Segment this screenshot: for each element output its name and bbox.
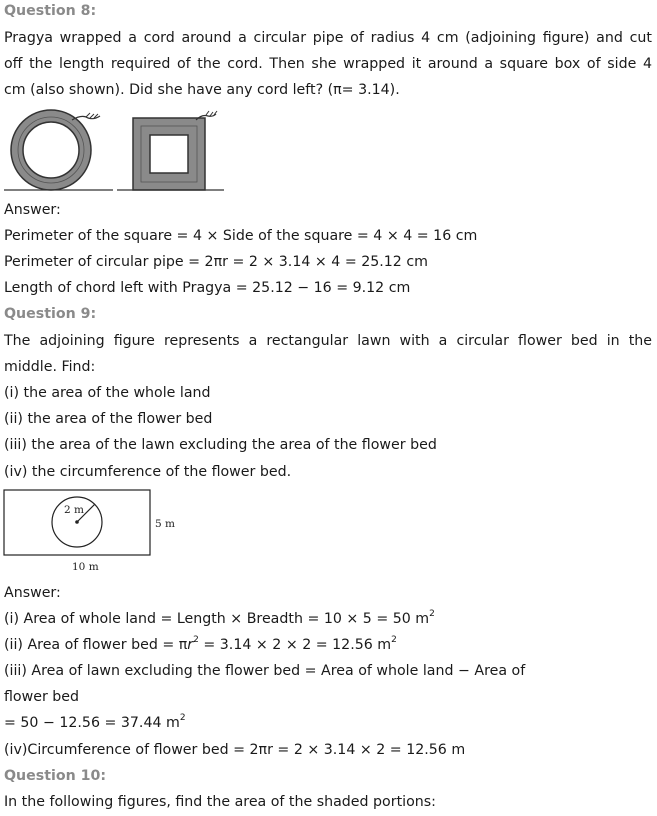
q10-text: In the following figures, find the area of the shaded portions: <box>4 794 436 810</box>
word: (adjoining <box>465 30 536 46</box>
word: adjoining <box>39 333 105 349</box>
q8-text-line2 <box>4 56 652 72</box>
word: of <box>586 56 601 72</box>
q10-title: Question 10: <box>4 768 107 784</box>
word: length <box>59 56 105 72</box>
word: The <box>4 333 31 349</box>
answer-text: (i) Area of whole land = Length × Breadth = 10 × 5 = 50 m <box>4 611 430 627</box>
superscript: 2 <box>429 609 435 620</box>
word: cut <box>629 30 652 46</box>
word: circular <box>253 30 307 46</box>
word: radius <box>370 30 415 46</box>
word: a <box>248 333 258 349</box>
word: figure <box>113 333 155 349</box>
word: 4 <box>642 56 652 72</box>
width-label: 10 m <box>72 561 99 573</box>
q8-answer-label: Answer: <box>4 202 61 218</box>
word: 4 <box>421 30 431 46</box>
height-label: 5 m <box>155 518 175 530</box>
word: with <box>399 333 430 349</box>
word: the <box>628 333 652 349</box>
word: box <box>554 56 581 72</box>
word: of <box>176 56 191 72</box>
q8-text-line3: cm (also shown). Did she have any cord left? (π= 3.14). <box>4 82 400 98</box>
word: flower <box>518 333 562 349</box>
word: it <box>411 56 422 72</box>
word: lawn <box>357 333 391 349</box>
answer-text: = 3.14 × 2 × 2 = 12.56 m <box>198 637 392 653</box>
word: cm <box>436 30 459 46</box>
word: square <box>499 56 549 72</box>
word: and <box>596 30 623 46</box>
word: wrapped <box>59 30 122 46</box>
superscript: 2 <box>193 635 199 646</box>
answer-text: (ii) Area of flower bed = π <box>4 637 188 653</box>
word: circular <box>456 333 509 349</box>
q8-text-line1 <box>4 30 652 46</box>
word: in <box>606 333 620 349</box>
radius-label: 2 m <box>64 504 84 516</box>
q9-text-line1 <box>4 333 652 349</box>
word: cord <box>143 30 175 46</box>
q9-part: (i) the area of the whole land <box>4 385 211 401</box>
q9-part: (iii) the area of the lawn excluding the area of the flower bed <box>4 437 437 453</box>
word: off <box>4 56 23 72</box>
superscript: 2 <box>391 635 397 646</box>
word: the <box>29 56 53 72</box>
q9-text-line2: middle. Find: <box>4 359 96 375</box>
q8-title: Question 8: <box>4 3 97 19</box>
q9-title: Question 9: <box>4 306 97 322</box>
q9-answer-line <box>4 611 435 627</box>
q9-part: (ii) the area of the flower bed <box>4 411 213 427</box>
answer-var: r <box>187 637 194 653</box>
circular-pipe-figure <box>4 110 113 190</box>
answer-text: = 50 − 12.56 = 37.44 m <box>4 715 180 731</box>
q9-part: (iv) the circumference of the flower bed. <box>4 464 292 480</box>
word: required <box>110 56 171 72</box>
q8-figure <box>0 108 232 196</box>
word: wrapped <box>343 56 406 72</box>
word: side <box>607 56 637 72</box>
q9-answer-label: Answer: <box>4 585 61 601</box>
q9-answer-line <box>4 637 397 653</box>
word: represents <box>163 333 240 349</box>
q8-answer-line: Length of chord left with Pragya = 25.12 − 16 = 9.12 cm <box>4 280 411 296</box>
word: a <box>128 30 137 46</box>
square-box-figure <box>117 111 224 190</box>
q9-answer-line: (iv)Circumference of flower bed = 2πr = 2 × 3.14 × 2 = 12.56 m <box>4 742 466 758</box>
q9-answer-line: flower bed <box>4 689 80 705</box>
word: a <box>438 333 448 349</box>
q9-answer-line: (iii) Area of lawn excluding the flower bed = Area of whole land − Area of <box>4 663 526 679</box>
word: a <box>238 30 247 46</box>
superscript: 2 <box>179 713 186 724</box>
word: bed <box>570 333 598 349</box>
word: figure) <box>542 30 590 46</box>
word: she <box>311 56 337 72</box>
word: Pragya <box>4 30 53 46</box>
word: pipe <box>312 30 344 46</box>
word: Then <box>269 56 305 72</box>
word: cord. <box>227 56 263 72</box>
word: of <box>350 30 364 46</box>
word: rectangular <box>266 333 349 349</box>
q8-answer-line: Perimeter of the square = 4 × Side of the square = 4 × 4 = 16 cm <box>4 228 478 244</box>
q9-answer-line <box>4 715 186 731</box>
word: around <box>427 56 478 72</box>
word: around <box>181 30 232 46</box>
q8-answer-line: Perimeter of circular pipe = 2πr = 2 × 3.14 × 4 = 25.12 cm <box>4 254 428 270</box>
word: a <box>484 56 494 72</box>
word: the <box>197 56 221 72</box>
lawn-figure <box>0 484 190 576</box>
